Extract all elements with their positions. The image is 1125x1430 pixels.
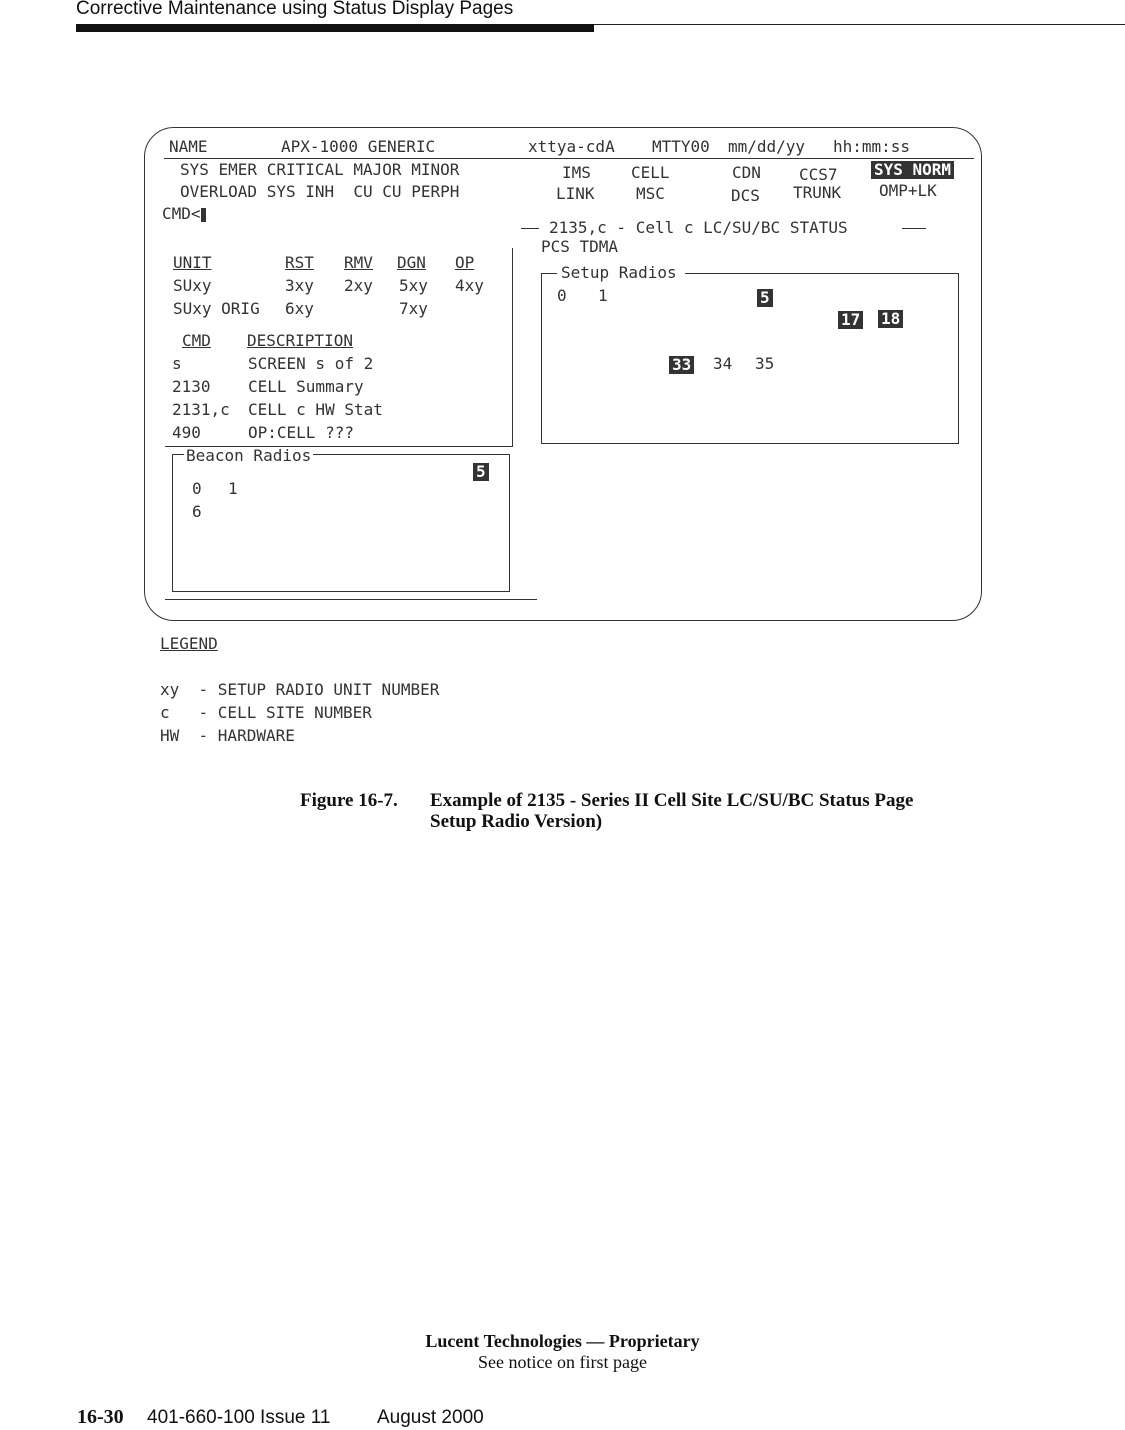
cell-indicator: CELL [631,163,670,182]
legend-title: LEGEND [160,634,218,653]
setup-radio-0: 0 [557,286,567,305]
beacon-radio-0: 0 [192,479,202,498]
time-label: hh:mm:ss [833,137,911,156]
cmd-row-1-desc: SCREEN s of 2 [248,354,374,373]
beacon-radios-box [172,454,510,592]
page-subtitle: PCS TDMA [541,237,619,256]
cmd-row-2-cmd: 2130 [172,377,211,396]
figure-caption-line-2: Setup Radio Version) [430,811,603,832]
legend-item-xy: xy - SETUP RADIO UNIT NUMBER [160,680,440,699]
cmd-row-4-cmd: 490 [172,423,201,442]
unit-row-1-dgn: 5xy [399,276,428,295]
setup-radio-33-badge: 33 [669,356,694,374]
setup-radio-35: 35 [755,354,775,373]
document-number: 401-660-100 Issue 11 [147,1407,331,1428]
legend-item-hw: HW - HARDWARE [160,726,295,745]
header-rule-thick [76,24,594,32]
link-indicator: LINK [556,184,595,203]
cmd-row-3-cmd: 2131,c [172,400,230,419]
cmd-row-2-desc: CELL Summary [248,377,364,396]
rst-header: RST [285,253,314,272]
footer-proprietary: Lucent Technologies — Proprietary [425,1331,700,1351]
name-label: NAME [169,137,208,156]
unit-row-2-dgn: 7xy [399,299,428,318]
msc-indicator: MSC [636,184,665,203]
beacon-radio-1: 1 [228,479,238,498]
tty-label: xttya-cdA [528,137,615,156]
setup-radio-5-badge: 5 [757,289,773,307]
document-date: August 2000 [377,1407,484,1428]
setup-radio-18-badge: 18 [878,310,903,328]
date-label: mm/dd/yy [728,137,806,156]
op-header: OP [455,253,475,272]
omp-indicator: OMP+LK [879,181,937,200]
setup-radio-17-badge: 17 [838,311,863,329]
cursor-icon [201,208,206,222]
footer-notice: See notice on first page [478,1352,647,1372]
generic-label: APX-1000 GENERIC [281,137,436,156]
cmd-header: CMD [182,331,211,350]
unit-row-1-rmv: 2xy [344,276,373,295]
beacon-radio-6: 6 [192,502,202,521]
rmv-header: RMV [344,253,373,272]
cmd-row-1-cmd: s [172,354,182,373]
unit-row-1-rst: 3xy [285,276,314,295]
setup-radio-1: 1 [598,286,608,305]
command-prompt-label: CMD< [162,204,201,223]
mtty-label: MTTY00 [652,137,710,156]
beacon-radios-title: Beacon Radios [186,446,312,465]
setup-radio-34: 34 [713,354,733,373]
ccs7-indicator: CCS7 [799,165,838,184]
figure-label: Figure 16-7. [300,790,398,811]
ims-indicator: IMS [562,163,591,182]
beacon-radio-5-badge: 5 [473,463,489,481]
title-rule-right [902,228,926,229]
page-header-title: Corrective Maintenance using Status Display Pages [76,0,514,19]
beacon-bottom-rule [165,599,537,600]
screen-title-rule [164,158,974,159]
page-title: 2135,c - Cell c LC/SU/BC STATUS [549,218,848,237]
cmd-row-4-desc: OP:CELL ??? [248,423,354,442]
figure-caption-line-1: Example of 2135 - Series II Cell Site LC/SU/BC Status Page [430,790,914,811]
unit-header: UNIT [173,253,212,272]
unit-row-2-unit: SUxy ORIG [173,299,260,318]
page-number: 16-30 [77,1406,124,1428]
command-prompt[interactable] [162,205,206,223]
setup-radios-title: Setup Radios [557,264,685,282]
legend-item-c: c - CELL SITE NUMBER [160,703,372,722]
sys-norm-indicator: SYS NORM [871,161,954,179]
cmd-row-3-desc: CELL c HW Stat [248,400,383,419]
cdn-indicator: CDN [732,163,761,182]
unit-row-2-rst: 6xy [285,299,314,318]
title-rule-left [521,228,539,229]
description-header: DESCRIPTION [247,331,353,350]
trunk-indicator: TRUNK [793,183,842,202]
alarm-row-2: OVERLOAD SYS INH CU CU PERPH [180,182,460,201]
left-panel-right-border [512,248,513,446]
unit-row-1-unit: SUxy [173,276,212,295]
dgn-header: DGN [397,253,426,272]
unit-row-1-op: 4xy [455,276,484,295]
alarm-row-1: SYS EMER CRITICAL MAJOR MINOR [180,160,460,179]
dcs-indicator: DCS [731,186,760,205]
